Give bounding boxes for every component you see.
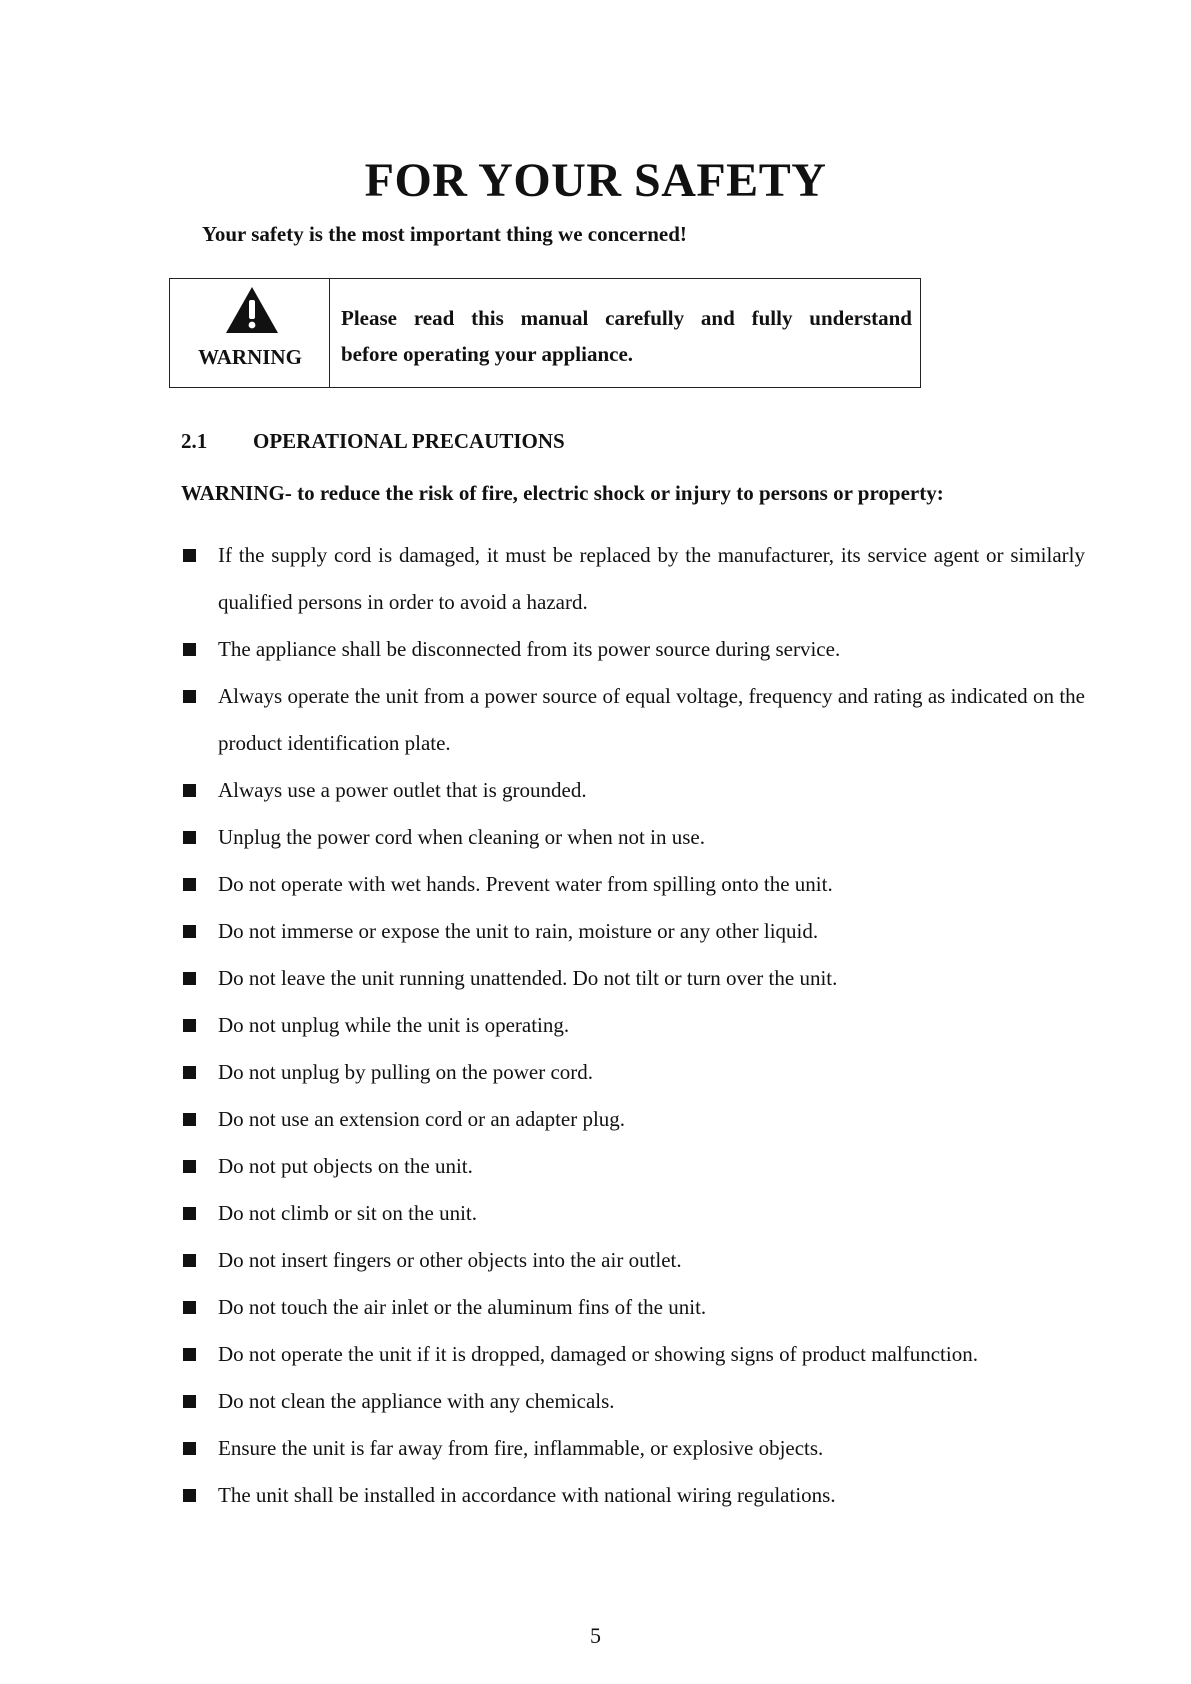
- list-item-text: Unplug the power cord when cleaning or when not in use.: [218, 825, 705, 849]
- list-item: [181, 955, 1085, 1002]
- list-item: [181, 1237, 1085, 1284]
- square-bullet-icon: [183, 1301, 196, 1314]
- square-bullet-icon: [183, 549, 196, 562]
- square-bullet-icon: [183, 972, 196, 985]
- list-item: [181, 1425, 1085, 1472]
- list-item: [181, 1049, 1085, 1096]
- list-item-text: The appliance shall be disconnected from its power source during service.: [218, 637, 841, 661]
- list-item: [181, 532, 1085, 626]
- square-bullet-icon: [183, 1019, 196, 1032]
- square-bullet-icon: [183, 878, 196, 891]
- section-title: OPERATIONAL PRECAUTIONS: [253, 429, 565, 453]
- square-bullet-icon: [183, 643, 196, 656]
- list-item: [181, 1331, 1085, 1378]
- list-item-text: Do not put objects on the unit.: [218, 1154, 473, 1178]
- section-number: 2.1: [181, 429, 208, 453]
- square-bullet-icon: [183, 1348, 196, 1361]
- list-item-text: Do not leave the unit running unattended. Do not tilt or turn over the unit.: [218, 966, 838, 990]
- list-item: [181, 673, 1085, 767]
- list-item: [181, 1190, 1085, 1237]
- square-bullet-icon: [183, 1113, 196, 1126]
- square-bullet-icon: [183, 1489, 196, 1502]
- list-item-text: Do not unplug by pulling on the power cord.: [218, 1060, 594, 1084]
- list-item-text: Do not clean the appliance with any chemicals.: [218, 1389, 615, 1413]
- page-title: FOR YOUR SAFETY: [364, 154, 827, 207]
- square-bullet-icon: [183, 831, 196, 844]
- warning-box: [169, 278, 921, 388]
- square-bullet-icon: [183, 925, 196, 938]
- list-item-text: If the supply cord is damaged, it must be replaced by the manufacturer, its service agent or similarly qualified persons in order to avoid a hazard.: [218, 543, 1085, 614]
- list-item: [181, 626, 1085, 673]
- list-item: [181, 1143, 1085, 1190]
- warning-label: WARNING: [198, 345, 302, 369]
- square-bullet-icon: [183, 1395, 196, 1408]
- square-bullet-icon: [183, 1066, 196, 1079]
- warning-box-label-cell: [170, 279, 330, 387]
- list-item-text: Do not use an extension cord or an adapter plug.: [218, 1107, 626, 1131]
- list-item-text: Do not touch the air inlet or the aluminum fins of the unit.: [218, 1295, 707, 1319]
- square-bullet-icon: [183, 1254, 196, 1267]
- warning-box-text-cell: [330, 279, 920, 387]
- square-bullet-icon: [183, 1442, 196, 1455]
- list-item: [181, 908, 1085, 955]
- list-item: [181, 1378, 1085, 1425]
- list-item: [181, 1472, 1085, 1519]
- list-item: [181, 1096, 1085, 1143]
- list-item: [181, 1284, 1085, 1331]
- list-item: [181, 861, 1085, 908]
- list-item-text: Do not insert fingers or other objects into the air outlet.: [218, 1248, 682, 1272]
- square-bullet-icon: [183, 784, 196, 797]
- section-heading: [181, 427, 565, 455]
- warning-triangle-icon: [224, 285, 280, 335]
- list-item-text: Do not operate with wet hands. Prevent water from spilling onto the unit.: [218, 872, 833, 896]
- warning-text-line1: Please read this manual carefully and fully understand: [341, 306, 912, 330]
- square-bullet-icon: [183, 1207, 196, 1220]
- precautions-list: [181, 532, 1085, 1519]
- list-item-text: The unit shall be installed in accordance with national wiring regulations.: [218, 1483, 836, 1507]
- list-item: [181, 767, 1085, 814]
- list-item-text: Always operate the unit from a power source of equal voltage, frequency and rating as indicated on the product identification plate.: [218, 684, 1085, 755]
- list-item-text: Do not operate the unit if it is dropped, damaged or showing signs of product malfunction.: [218, 1342, 978, 1366]
- page-subtitle: Your safety is the most important thing we concerned!: [202, 222, 687, 246]
- list-item: [181, 814, 1085, 861]
- list-item-text: Do not climb or sit on the unit.: [218, 1201, 477, 1225]
- square-bullet-icon: [183, 1160, 196, 1173]
- list-item-text: Always use a power outlet that is grounded.: [218, 778, 587, 802]
- page-number: 5: [590, 1623, 601, 1648]
- warning-text-line2: before operating your appliance.: [341, 342, 634, 366]
- list-item: [181, 1002, 1085, 1049]
- square-bullet-icon: [183, 690, 196, 703]
- warning-intro: WARNING- to reduce the risk of fire, electric shock or injury to persons or property:: [181, 481, 944, 505]
- list-item-text: Do not unplug while the unit is operating.: [218, 1013, 570, 1037]
- list-item-text: Do not immerse or expose the unit to rain, moisture or any other liquid.: [218, 919, 819, 943]
- list-item-text: Ensure the unit is far away from fire, inflammable, or explosive objects.: [218, 1436, 824, 1460]
